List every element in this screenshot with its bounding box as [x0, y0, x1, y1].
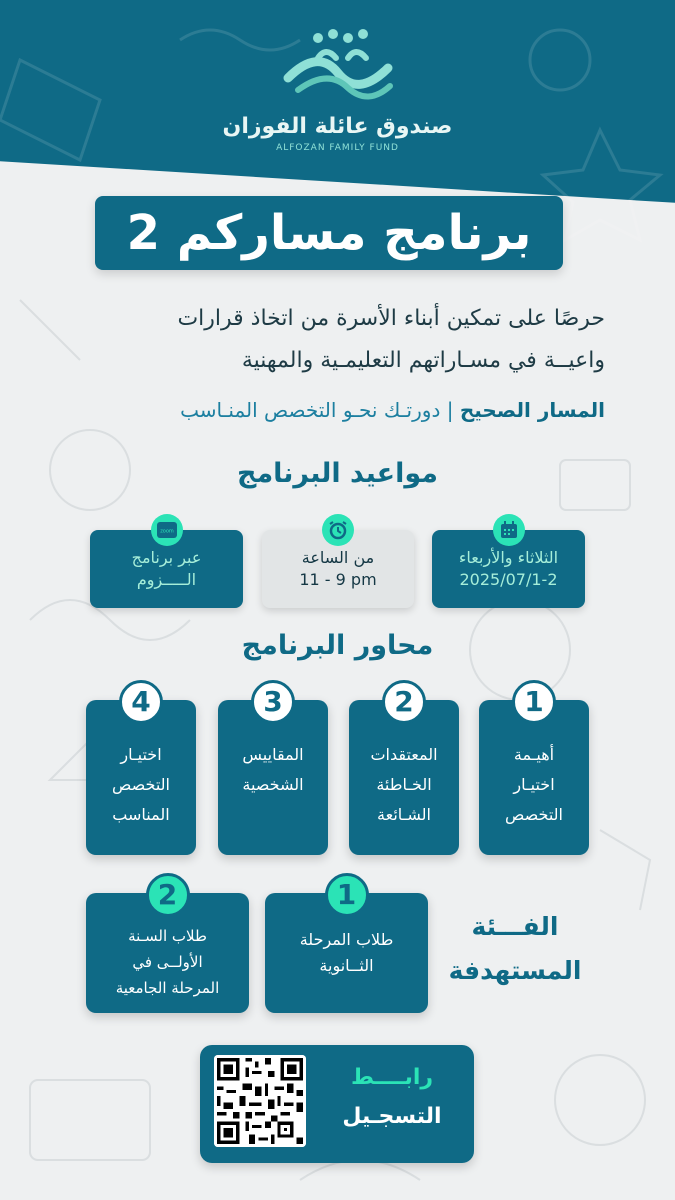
- audience-2-line-2: الأولــى في: [132, 953, 203, 971]
- brand-name-english: ALFOZAN FAMILY FUND: [276, 143, 399, 153]
- title-banner: [95, 196, 563, 270]
- schedule-days: [432, 530, 585, 608]
- audience-2-line-1: طلاب السـنة: [128, 927, 207, 945]
- audience-label: [440, 905, 590, 993]
- registration-line2: التسجـيل: [342, 1104, 442, 1129]
- axis-card-3: [218, 685, 328, 855]
- axis-card-1: [479, 685, 589, 855]
- schedule-platform: [90, 530, 243, 608]
- fund-logo-icon: [278, 28, 398, 108]
- path-separator: |: [440, 398, 460, 422]
- axis-2-line-1: المعتقدات: [370, 745, 438, 764]
- axis-number-badge: 2: [382, 680, 426, 724]
- intro-text: [65, 298, 605, 382]
- brand-name-arabic: صندوق عائلة الفوزان: [222, 114, 453, 139]
- axis-1-line-2: اختيـار: [513, 775, 555, 794]
- axis-card-4: [86, 685, 196, 855]
- axis-1-line-3: التخصص: [505, 805, 563, 824]
- intro-line-1: حرصًا على تمكين أبناء الأسرة من اتخاذ قرارات: [177, 306, 605, 331]
- axis-4-line-2: التخصص: [112, 775, 170, 794]
- schedule-time: [262, 530, 414, 608]
- audience-number-badge: 1: [325, 873, 369, 917]
- axis-3-line-1: المقاييس: [242, 745, 304, 764]
- schedule-days-line1: الثلاثاء والأربعاء: [458, 548, 559, 567]
- axis-1-line-1: أهيـمة: [513, 745, 555, 764]
- schedule-time-line1: من الساعة: [301, 548, 375, 567]
- audience-card-2: [86, 878, 249, 1013]
- registration-box[interactable]: [200, 1045, 474, 1163]
- brand-logo: [0, 28, 675, 153]
- registration-line1: رابــــط: [350, 1065, 434, 1090]
- schedule-title: مواعيد البرنامج: [236, 458, 439, 489]
- path-rest: دورتـك نحـو التخصص المنـاسب: [180, 398, 441, 422]
- axis-number-badge: 4: [119, 680, 163, 724]
- path-bold: المسار الصحيح: [459, 398, 605, 422]
- schedule-platform-line1: عبر برنامج: [131, 548, 202, 567]
- axis-number-badge: 1: [512, 680, 556, 724]
- audience-number-badge: 2: [146, 873, 190, 917]
- registration-text[interactable]: [332, 1065, 452, 1129]
- audience-card-1: [265, 878, 428, 1013]
- axis-4-line-3: المناسب: [112, 805, 170, 824]
- axis-card-2: [349, 685, 459, 855]
- audience-2-line-3: المرحلة الجامعية: [115, 979, 220, 997]
- audience-1-line-2: الثــانوية: [319, 956, 374, 975]
- alarm-clock-icon: [322, 514, 354, 546]
- intro-line-2: واعيــة في مسـاراتهم التعليمـية والمهنية: [241, 348, 605, 373]
- schedule-days-line2: 2025/07/1-2: [459, 570, 558, 589]
- axis-4-line-1: اختيـار: [120, 745, 162, 764]
- schedule-platform-line2: الـــــزوم: [136, 570, 197, 589]
- axis-2-line-2: الخـاطئة: [376, 775, 432, 794]
- axis-3-line-2: الشخصية: [242, 775, 304, 794]
- axes-title: محاور البرنامج: [241, 630, 434, 661]
- schedule-time-line2: 11 - 9 pm: [299, 570, 377, 589]
- zoom-icon: [151, 514, 183, 546]
- axis-number-badge: 3: [251, 680, 295, 724]
- calendar-icon: [493, 514, 525, 546]
- audience-1-line-1: طلاب المرحلة: [299, 930, 394, 949]
- page-title: برنامج مساركم 2: [126, 205, 532, 261]
- path-tagline: [65, 398, 605, 422]
- audience-label-line1: الفـــئة: [471, 912, 559, 941]
- axis-2-line-3: الشـائعة: [377, 805, 431, 824]
- zoom-icon-label: zoom: [159, 528, 174, 535]
- audience-label-line2: المستهدفة: [448, 956, 582, 985]
- qr-code-icon[interactable]: [214, 1055, 306, 1147]
